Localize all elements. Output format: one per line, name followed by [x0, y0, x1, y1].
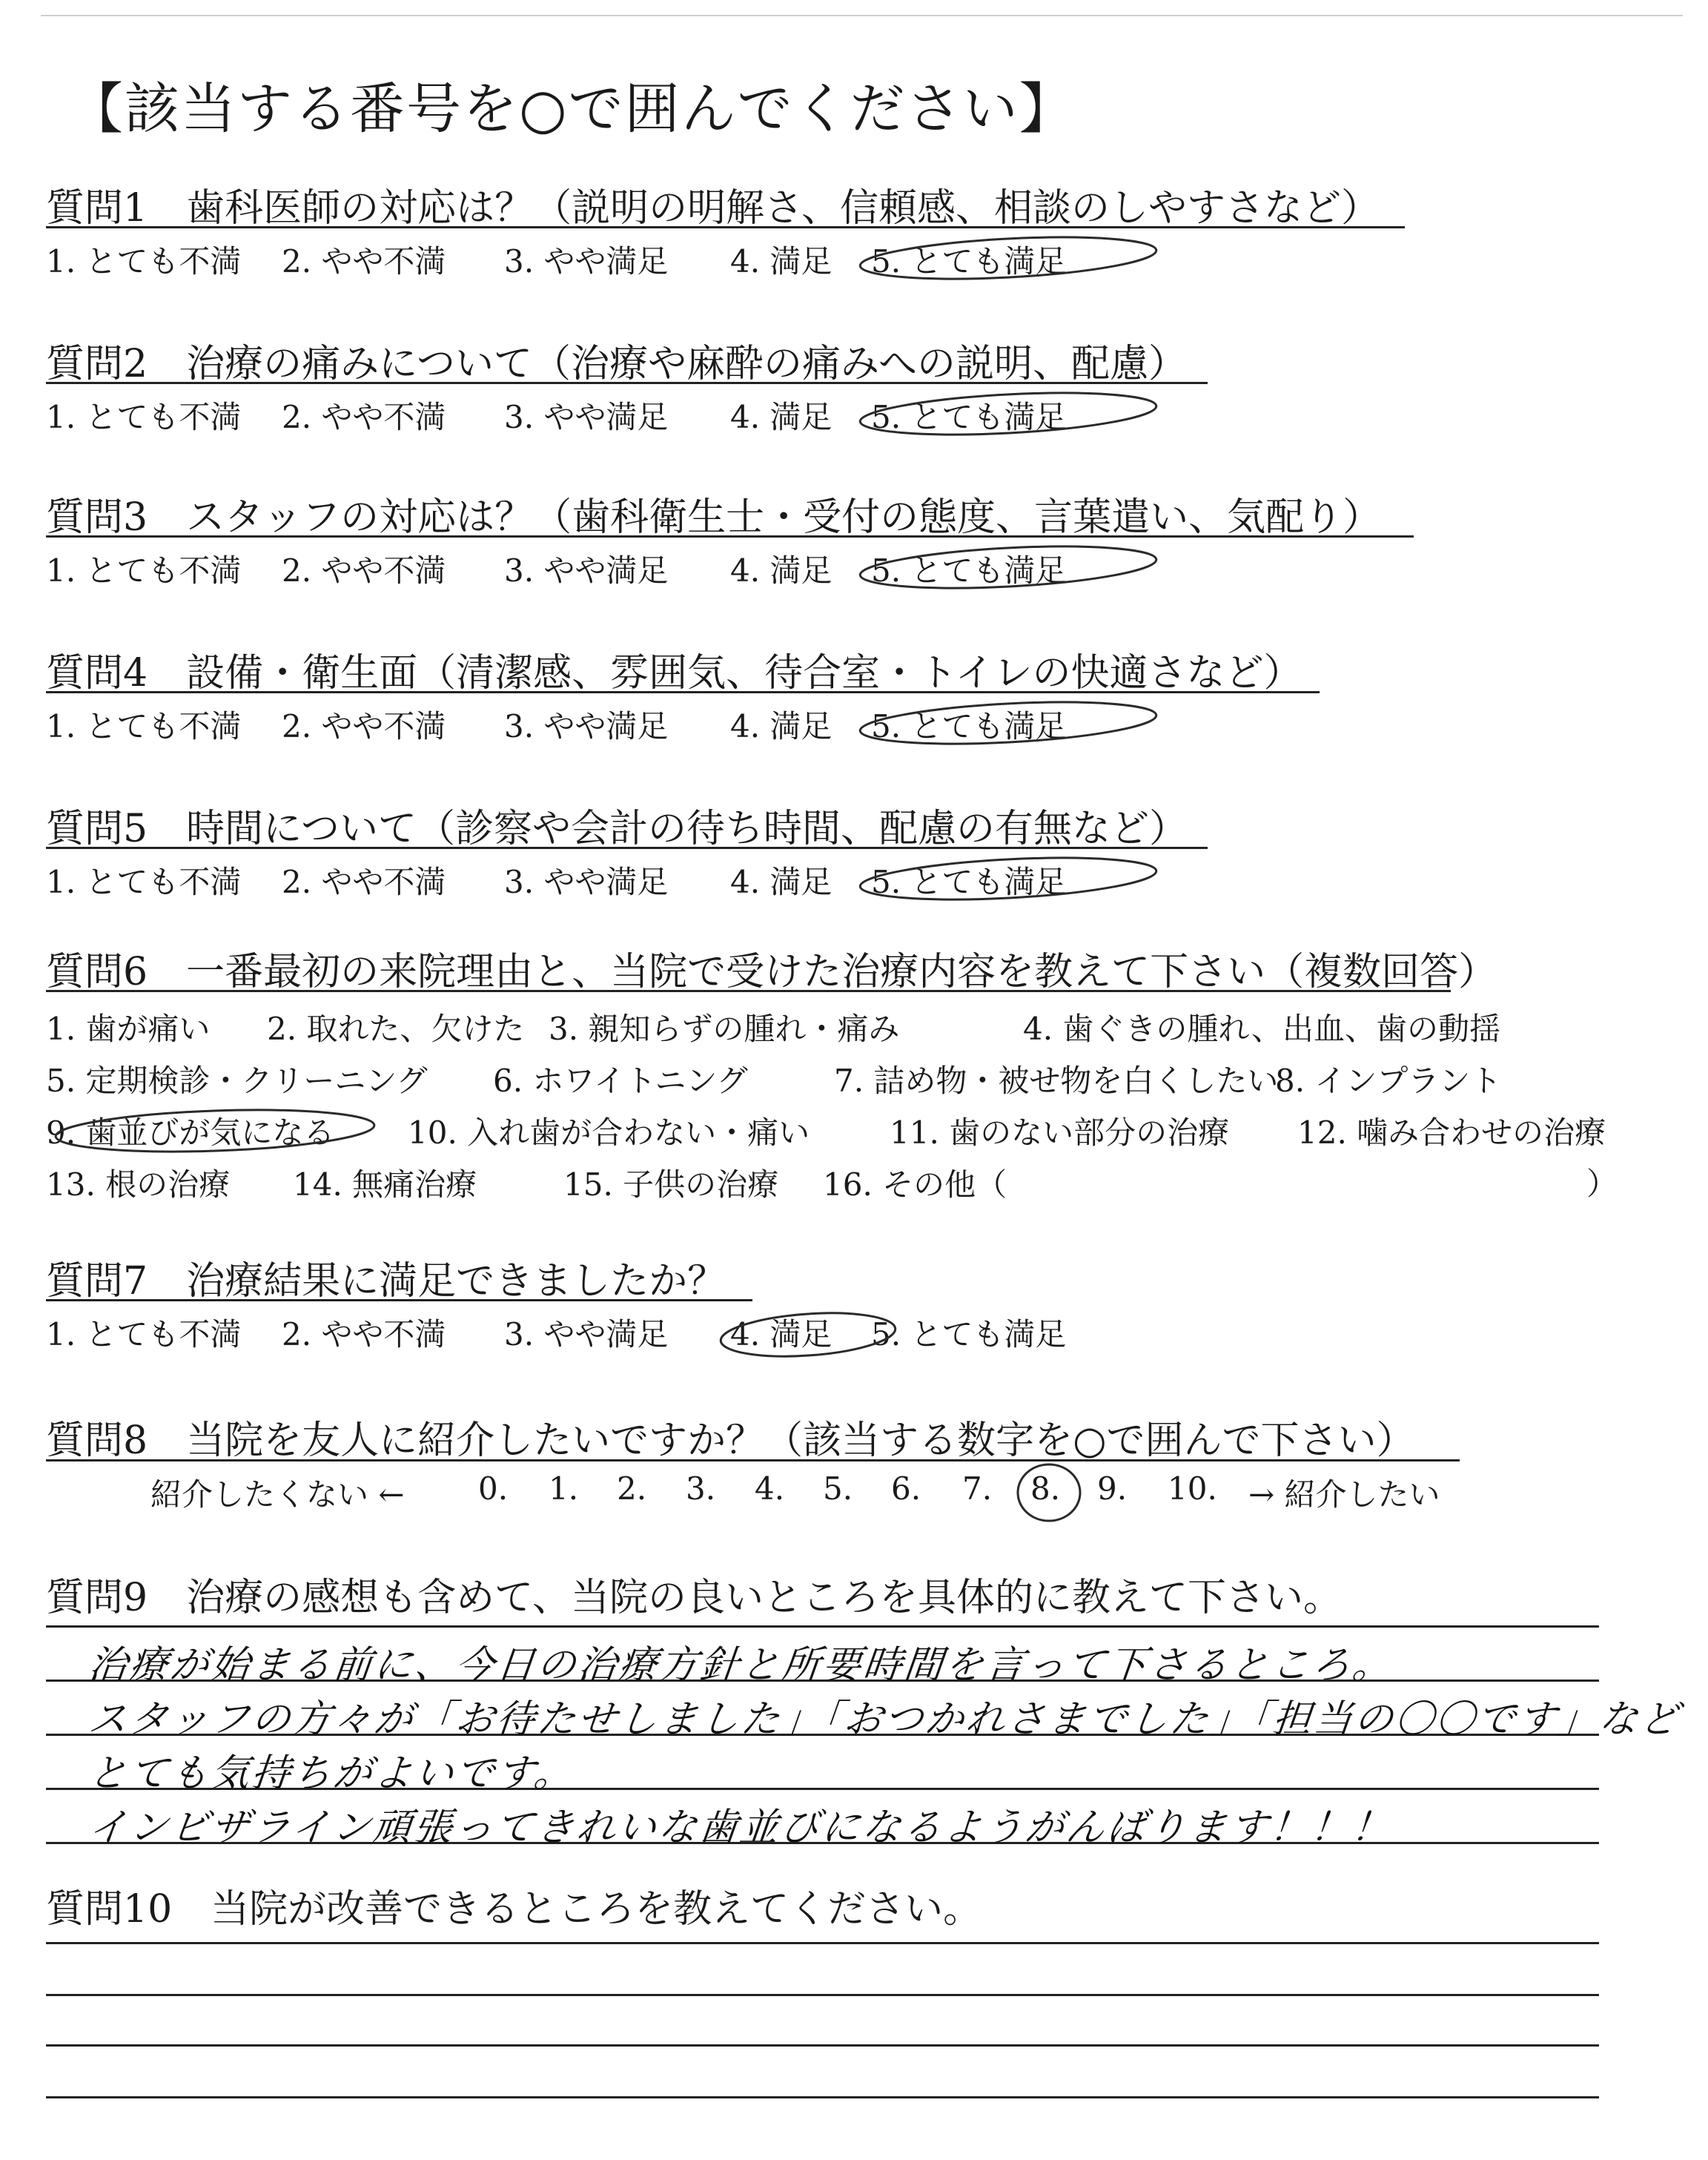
q9-answer-line	[46, 1625, 1599, 1628]
q8-scale-option[interactable]: 10.	[1168, 1470, 1217, 1507]
rating-option[interactable]: 5. とても満足	[871, 399, 1067, 435]
question-underline	[46, 382, 1208, 384]
q6-option[interactable]: 9. 歯並びが気になる	[46, 1114, 335, 1151]
q9-handwritten-answer: とても気持ちがよいです。	[86, 1751, 577, 1796]
question-label: 質問3 スタッフの対応は？（歯科衛生士・受付の態度、言葉遣い、気配り）	[46, 495, 1382, 540]
q10-answer-line[interactable]	[46, 1994, 1599, 1996]
q8-scale-option[interactable]: 6.	[891, 1470, 921, 1507]
q6-other-close: ）	[1586, 1166, 1618, 1202]
rating-option[interactable]: 1. とても不満	[46, 243, 242, 280]
q8-scale-option[interactable]: 3.	[686, 1470, 716, 1507]
q6-option[interactable]: 4. 歯ぐきの腫れ、出血、歯の動揺	[1023, 1011, 1500, 1047]
rating-option[interactable]: 4. 満足	[730, 864, 833, 900]
rating-option[interactable]: 5. とても満足	[871, 1316, 1067, 1353]
q6-option[interactable]: 1. 歯が痛い	[46, 1011, 211, 1047]
rating-option[interactable]: 4. 満足	[730, 243, 833, 280]
q6-label: 質問6 一番最初の来院理由と、当院で受けた治療内容を教えて下さい（複数回答）	[46, 950, 1497, 994]
q8-scale-option[interactable]: 9.	[1097, 1470, 1128, 1507]
q8-scale-option[interactable]: 5.	[823, 1470, 853, 1507]
question-underline	[46, 226, 1405, 228]
q6-option[interactable]: 14. 無痛治療	[293, 1166, 477, 1203]
rating-option[interactable]: 1. とても不満	[46, 864, 242, 900]
question-label: 質問2 治療の痛みについて（治療や麻酔の痛みへの説明、配慮）	[46, 342, 1188, 386]
rating-option[interactable]: 5. とても満足	[871, 243, 1067, 280]
rating-option[interactable]: 5. とても満足	[871, 864, 1067, 900]
q8-scale-option[interactable]: 0.	[478, 1470, 509, 1507]
rating-option[interactable]: 5. とても満足	[871, 708, 1067, 744]
q9-handwritten-answer: インビザライン頑張ってきれいな歯並びになるようがんばります！！！	[86, 1806, 1395, 1850]
q10-answer-line[interactable]	[46, 1942, 1599, 1944]
question-label: 質問4 設備・衛生面（清潔感、雰囲気、待合室・トイレの快適さなど）	[46, 651, 1302, 696]
q10-answer-line[interactable]	[46, 2096, 1599, 2098]
rating-option[interactable]: 4. 満足	[730, 399, 833, 435]
q8-scale-option[interactable]: 1.	[549, 1470, 579, 1507]
q6-option[interactable]: 2. 取れた、欠けた	[267, 1011, 525, 1047]
rating-option[interactable]: 1. とても不満	[46, 1316, 242, 1353]
q8-scale-option[interactable]: 7.	[962, 1470, 993, 1507]
question-underline	[46, 535, 1414, 538]
question-label: 質問1 歯科医師の対応は？（説明の明解さ、信頼感、相談のしやすさなど）	[46, 186, 1380, 231]
rating-option[interactable]: 4. 満足	[730, 552, 833, 589]
rating-option[interactable]: 3. やや満足	[504, 708, 669, 744]
page-title: 【該当する番号を○で囲んでください】	[68, 77, 1076, 141]
q10-answer-line[interactable]	[46, 2044, 1599, 2047]
q8-underline	[46, 1459, 1460, 1462]
q9-handwritten-answer: スタッフの方々が「お待たせしました」「おつかれさまでした」「担当の〇〇です」など	[86, 1697, 1684, 1742]
rating-option[interactable]: 3. やや満足	[504, 552, 669, 589]
q9-label: 質問9 治療の感想も含めて、当院の良いところを具体的に教えて下さい。	[46, 1576, 1343, 1620]
q6-option[interactable]: 5. 定期検診・クリーニング	[46, 1063, 428, 1099]
q8-scale-option[interactable]: 2.	[617, 1470, 647, 1507]
q7-underline	[46, 1299, 752, 1301]
q6-option[interactable]: 16. その他（	[823, 1166, 1007, 1203]
rating-option[interactable]: 3. やや満足	[504, 243, 669, 280]
rating-option[interactable]: 2. やや不満	[282, 708, 446, 744]
rating-option[interactable]: 2. やや不満	[282, 864, 446, 900]
q6-option[interactable]: 15. 子供の治療	[563, 1166, 779, 1203]
rating-option[interactable]: 2. やや不満	[282, 552, 446, 589]
rating-option[interactable]: 1. とても不満	[46, 708, 242, 744]
q6-underline	[46, 990, 1451, 992]
q6-option[interactable]: 12. 噛み合わせの治療	[1297, 1114, 1606, 1151]
q7-label: 質問7 治療結果に満足できましたか？	[46, 1259, 726, 1304]
q10-label: 質問10 当院が改善できるところを教えてください。	[46, 1887, 982, 1932]
q8-label: 質問8 当院を友人に紹介したいですか？（該当する数字を○で囲んで下さい）	[46, 1418, 1415, 1463]
rating-option[interactable]: 2. やや不満	[282, 399, 446, 435]
rating-option[interactable]: 3. やや満足	[504, 864, 669, 900]
rating-option[interactable]: 2. やや不満	[282, 1316, 446, 1353]
q6-option[interactable]: 8. インプラント	[1275, 1063, 1502, 1099]
top-rule	[41, 15, 1683, 16]
rating-option[interactable]: 5. とても満足	[871, 552, 1067, 589]
q8-right-end: → 紹介したい	[1248, 1476, 1440, 1513]
rating-option[interactable]: 1. とても不満	[46, 399, 242, 435]
q6-option[interactable]: 6. ホワイトニング	[493, 1063, 748, 1099]
question-label: 質問5 時間について（診察や会計の待ち時間、配慮の有無など）	[46, 807, 1188, 851]
q6-option[interactable]: 13. 根の治療	[46, 1166, 231, 1203]
q6-option[interactable]: 11. 歯のない部分の治療	[890, 1114, 1230, 1151]
q8-scale-option[interactable]: 4.	[755, 1470, 785, 1507]
rating-option[interactable]: 3. やや満足	[504, 1316, 669, 1353]
q8-left-end: 紹介したくない ←	[150, 1476, 405, 1513]
q8-scale-option[interactable]: 8.	[1030, 1470, 1061, 1507]
q6-option[interactable]: 3. 親知らずの腫れ・痛み	[549, 1011, 900, 1047]
rating-option[interactable]: 3. やや満足	[504, 399, 669, 435]
question-underline	[46, 691, 1320, 693]
rating-option[interactable]: 4. 満足	[730, 708, 833, 744]
q6-option[interactable]: 7. 詰め物・被せ物を白くしたい	[834, 1063, 1279, 1099]
rating-option[interactable]: 1. とても不満	[46, 552, 242, 589]
q6-option[interactable]: 10. 入れ歯が合わない・痛い	[408, 1114, 810, 1151]
rating-option[interactable]: 4. 満足	[730, 1316, 833, 1353]
rating-option[interactable]: 2. やや不満	[282, 243, 446, 280]
question-underline	[46, 847, 1208, 849]
q9-handwritten-answer: 治療が始まる前に、今日の治療方針と所要時間を言って下さるところ。	[86, 1643, 1396, 1688]
